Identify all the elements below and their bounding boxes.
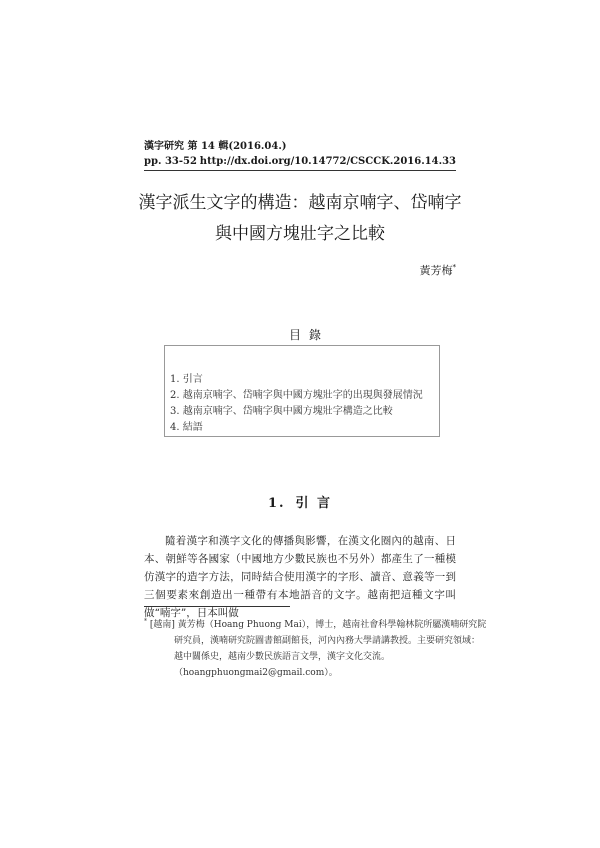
footnote-email[interactable]: （hoangphuongmai2@gmail.com）。 <box>174 668 338 678</box>
page-range: pp. 33-52 <box>144 156 197 167</box>
toc-title: 目錄 <box>260 326 350 343</box>
author-name: 黃芳梅 <box>419 264 453 277</box>
paper-title-line-2: 與中國方塊壯字之比較 <box>215 224 385 244</box>
doi-link[interactable]: http://dx.doi.org/10.14772/CSCCK.2016.14.33 <box>199 156 456 167</box>
footnote-rule <box>144 606 290 607</box>
toc-item[interactable]: 4. 結語 <box>170 422 203 433</box>
journal-name: 漢字研究 第 14 輯(2016.04.) <box>144 141 287 152</box>
footnote-mark: * <box>144 618 147 625</box>
toc-item[interactable]: 2. 越南京喃字、岱喃字與中國方塊壯字的出現與發展情況 <box>170 390 423 401</box>
author <box>420 262 457 278</box>
footnote-text: [越南] 黃芳梅（Hoang Phuong Mai），博士，越南社會科學翰林院所屬漢喃研究院 <box>149 620 487 630</box>
footnote-line <box>144 614 487 633</box>
section-heading <box>0 492 600 511</box>
paper-title-line-1: 漢字派生文字的構造：越南京喃字、岱喃字 <box>138 193 462 213</box>
section-number: 1. <box>267 496 286 511</box>
toc-item[interactable]: 1. 引言 <box>170 374 203 385</box>
header-rule <box>144 170 456 171</box>
body-paragraph: 隨着漢字和漢字文化的傳播與影響，在漢文化圈內的越南、日本、朝鮮等各國家（中國地方少數民族也不另外）都產生了一種模仿漢字的造字方法，同時結合使用漢字的字形、讀音、意義等一到三個要素來創造出一種帶有本地語音的文字。越南把這種文字叫做“喃字”，日本叫做 <box>144 535 456 619</box>
author-footnote-mark[interactable]: * <box>452 263 456 272</box>
footnote-line: 研究員，漢喃研究院圖書館副館長，河內內務大學請講教授。主要研究領域： <box>174 636 481 646</box>
body-text <box>144 532 456 622</box>
toc-list <box>170 372 423 436</box>
footnote-line: 越中關係史，越南少數民族語言文學，漢字文化交流。 <box>174 652 391 662</box>
footnote <box>144 614 487 681</box>
section-title: 引 言 <box>295 496 333 511</box>
toc-item[interactable]: 3. 越南京喃字、岱喃字與中國方塊壯字構造之比較 <box>170 406 393 417</box>
